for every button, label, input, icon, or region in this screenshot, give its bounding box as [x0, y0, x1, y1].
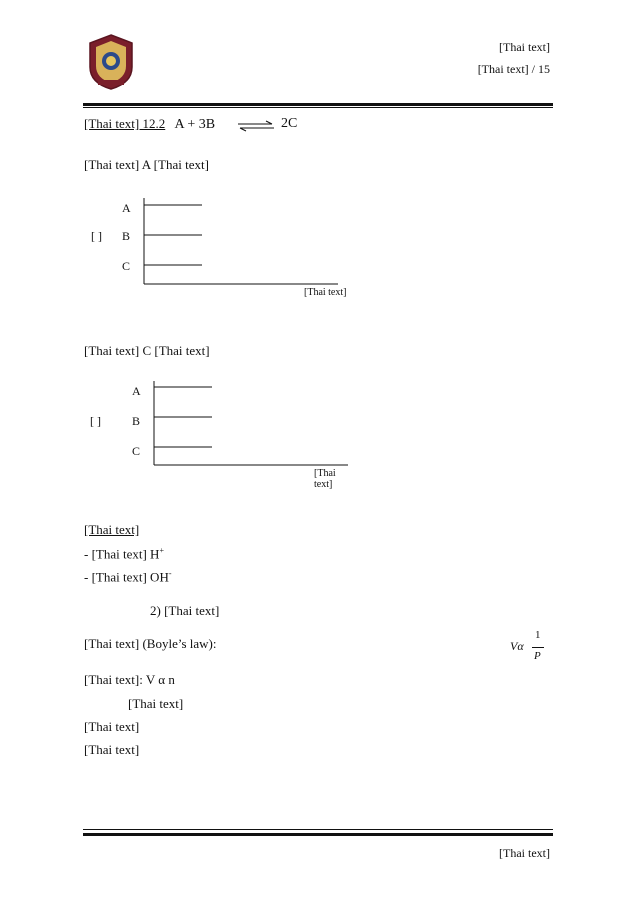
pressure-paragraph-line-2: [Thai text] (Boyle’s law): — [84, 636, 217, 651]
header-subject-school: [Thai text] — [499, 40, 550, 54]
pressure-paragraph-line-1: 2) [Thai text] — [150, 603, 220, 618]
acid-base-line-1 — [84, 546, 164, 562]
boyle-law-fraction-bar — [532, 647, 544, 648]
example-label: [Thai text] 12.2 — [84, 116, 166, 131]
boyle-law-lhs: Vα — [510, 639, 524, 653]
graph1-bracket: [ ] — [91, 229, 102, 243]
graph2-label-b: B — [132, 414, 141, 428]
graph1-label-b: B — [122, 229, 131, 243]
boyle-law-numerator: 1 — [535, 629, 541, 641]
graph2-label-c: C — [132, 444, 141, 458]
example-heading — [84, 116, 215, 133]
equation-left: A + 3B — [174, 117, 216, 132]
acid-base-line-2-text: - [Thai text] OH — [84, 569, 169, 585]
footer-author: [Thai text] — [499, 846, 550, 860]
header-page-title: [Thai text] / 15 — [477, 62, 550, 76]
pressure-paragraph-line-6: [Thai text] — [84, 742, 140, 757]
acid-base-line-1-sup: + — [159, 546, 164, 555]
graph1-label-a: A — [122, 201, 131, 215]
acid-base-line-2 — [84, 569, 172, 585]
pressure-paragraph-line-3: [Thai text]: V α n — [84, 672, 175, 687]
question-2: [Thai text] C [Thai text] — [84, 343, 210, 358]
graph2-time-label: [Thai text] — [314, 468, 336, 490]
header-rule-thin — [83, 107, 553, 108]
pressure-paragraph-line-5: [Thai text] — [84, 719, 140, 734]
footer-rule — [83, 833, 553, 836]
equation-right: 2C — [281, 116, 298, 131]
concentration-graph-1 — [82, 195, 352, 305]
acid-base-title: [Thai text] — [84, 522, 140, 537]
footer-rule-thin — [83, 829, 553, 830]
graph1-time-label: [Thai text] — [304, 287, 347, 298]
graph1-label-c: C — [122, 259, 131, 273]
boyle-law-formula — [510, 629, 550, 666]
question-1: [Thai text] A [Thai text] — [84, 157, 209, 172]
acid-base-line-2-sup: - — [168, 569, 172, 578]
header-rule — [83, 103, 553, 106]
boyle-law-denominator: P — [534, 650, 541, 662]
graph2-label-a: A — [132, 384, 141, 398]
graph2-bracket: [ ] — [90, 414, 101, 428]
equilibrium-arrow-icon — [236, 119, 276, 137]
concentration-graph-2 — [86, 378, 356, 488]
acid-base-line-1-text: - [Thai text] H — [84, 546, 160, 562]
school-emblem-logo — [86, 33, 136, 91]
pressure-paragraph-line-4: [Thai text] — [128, 696, 184, 711]
